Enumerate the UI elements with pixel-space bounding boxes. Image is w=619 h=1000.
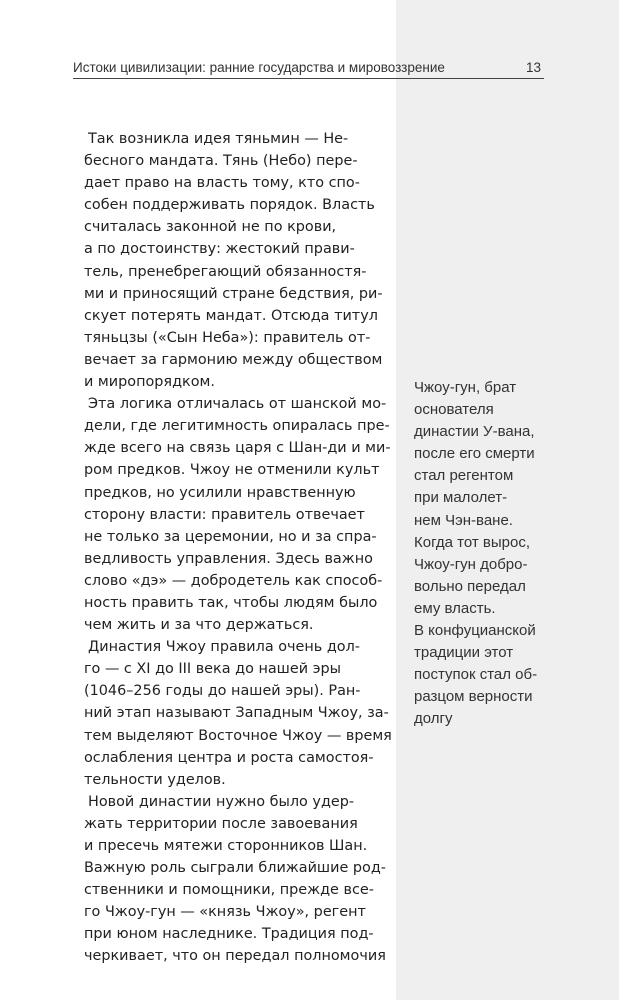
margin-note — [414, 377, 614, 731]
text-line: тельности уделов. — [84, 771, 226, 788]
text-line: чем жить и за что держаться. — [84, 617, 314, 634]
note-line: Когда тот вырос, — [414, 533, 530, 551]
text-line: вечает за гармонию между обществом — [84, 351, 383, 368]
text-line: ослабления центра и роста самостоя- — [84, 749, 374, 766]
text-line: жать территории после завоевания — [84, 815, 358, 832]
text-line: тяньцзы («Сын Неба»): правитель от- — [84, 329, 371, 346]
text-line: а по достоинству: жестокий прави- — [84, 241, 355, 258]
page-number: 13 — [525, 60, 541, 75]
note-line: ему власть. — [414, 599, 496, 617]
note-line: основателя — [414, 401, 494, 419]
note-line: разцом верности — [414, 688, 533, 706]
text-line: не только за церемонии, но и за спра- — [84, 528, 377, 545]
text-line: Новой династии нужно было удер- — [88, 793, 355, 810]
text-line: бесного мандата. Тянь (Небо) пере- — [84, 153, 358, 170]
text-line: Важную роль сыграли ближайшие род- — [84, 860, 386, 877]
note-line: стал регентом — [414, 467, 514, 485]
text-line: слово «дэ» — добродетель как способ- — [84, 572, 383, 589]
text-line: и миропорядком. — [84, 374, 215, 391]
note-line: династии У-вана, — [414, 423, 535, 441]
note-line: долгу — [414, 710, 453, 728]
note-line: традиции этот — [414, 644, 514, 662]
text-line: и пресечь мятежи сторонников Шан. — [84, 838, 368, 854]
text-line: при юном наследнике. Традиция под- — [84, 926, 374, 943]
text-line: тель, пренебрегающий обязанностя- — [84, 263, 367, 280]
running-title: Истоки цивилизации: ранние государства и мировоззрение — [73, 60, 445, 75]
note-line: после его смерти — [414, 445, 535, 463]
text-line: ность править так, чтобы людям было — [84, 594, 378, 611]
main-text-column — [84, 128, 392, 968]
header-rule — [73, 78, 544, 79]
text-line: черкивает, что он передал полномочия — [84, 948, 386, 965]
text-line: ственники и помощники, прежде все- — [84, 882, 374, 899]
note-line: Чжоу-гун добро- — [414, 555, 528, 573]
note-line: при малолет- — [414, 489, 508, 507]
note-line: вольно передал — [414, 577, 526, 595]
note-line: В конфуцианской — [414, 622, 536, 640]
text-line: (1046–256 годы до нашей эры). Ран- — [84, 683, 361, 700]
text-line: сторону власти: правитель отвечает — [84, 506, 365, 523]
text-line: Так возникла идея тяньмин — Не- — [88, 131, 349, 147]
text-line: го Чжоу-гун — «князь Чжоу», регент — [84, 904, 366, 921]
note-line: Чжоу-гун, брат — [414, 379, 517, 396]
text-line: Эта логика отличалась от шанской мо- — [88, 396, 387, 413]
text-line: Династия Чжоу правила очень дол- — [88, 639, 360, 656]
text-line: ведливость управления. Здесь важно — [84, 550, 373, 567]
text-line: ний этап называют Западным Чжоу, за- — [84, 705, 389, 722]
text-line: дели, где легитимность опиралась пре- — [84, 418, 390, 435]
note-line: нем Чэн-ване. — [414, 511, 513, 529]
note-line: поступок стал об- — [414, 666, 538, 684]
text-line: дает право на власть тому, кто спо- — [84, 175, 360, 192]
text-line: считалась законной не по крови, — [84, 219, 337, 236]
text-line: го — с XI до III века до нашей эры — [84, 661, 342, 678]
text-line: собен поддерживать порядок. Власть — [84, 197, 375, 214]
text-line: тем выделяют Восточное Чжоу — время — [84, 727, 392, 744]
text-line: ми и приносящий стране бедствия, ри- — [84, 285, 383, 302]
text-line: скует потерять мандат. Отсюда титул — [84, 307, 378, 324]
text-line: ром предков. Чжоу не отменили культ — [84, 462, 380, 479]
text-line: жде всего на связь царя с Шан-ди и ми- — [84, 440, 391, 457]
text-line: предков, но усилили нравственную — [84, 484, 356, 501]
